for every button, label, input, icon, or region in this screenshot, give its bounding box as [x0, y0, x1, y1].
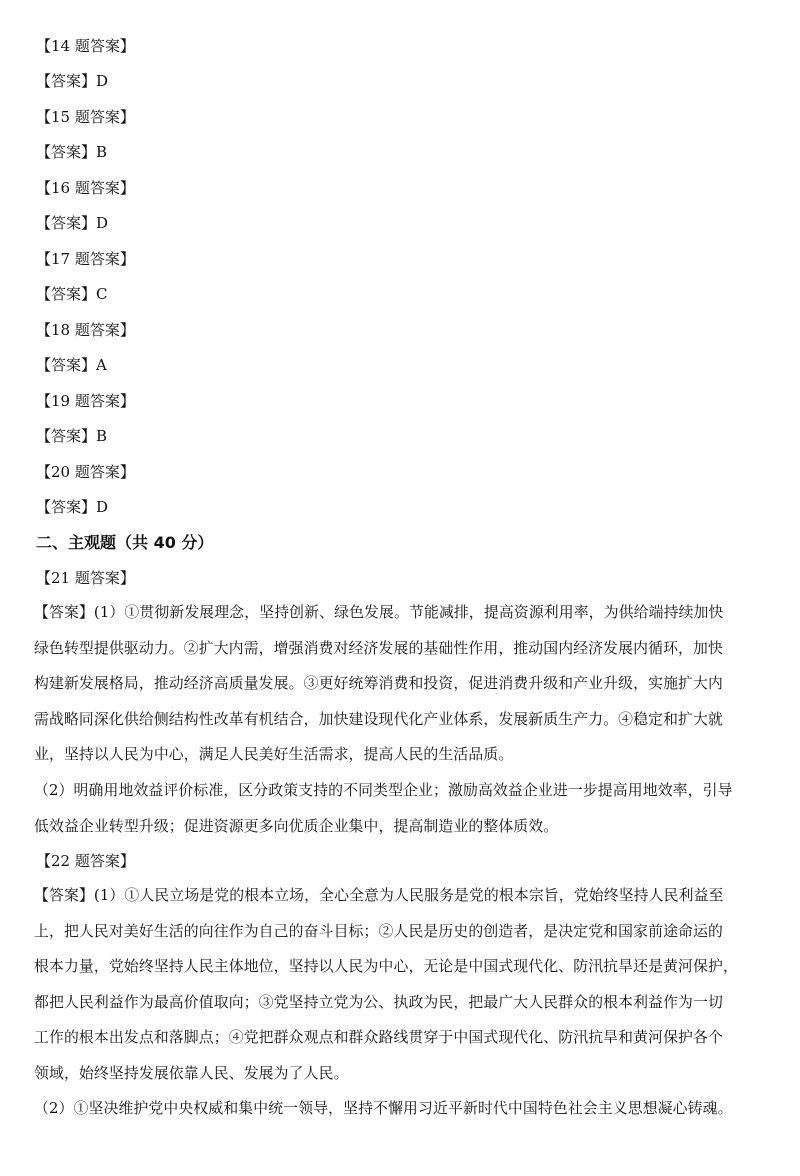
question-20-answer: 【答案】D	[36, 498, 109, 516]
question-18-answer: 【答案】A	[36, 356, 107, 374]
text-line: 上，把人民对美好生活的向往作为自己的奋斗目标；②人民是历史的创造者，是决定党和国家前途命运的	[34, 922, 723, 940]
question-18-label: 【18 题答案】	[36, 321, 135, 339]
text-line: 都把人民利益作为最高价值取向；③党坚持立党为公、执政为民，把最广大人民群众的根本利益作为一切	[34, 993, 723, 1011]
text-line: 业，坚持以人民为中心，满足人民美好生活需求，提高人民的生活品质。	[34, 746, 514, 763]
section-heading: 二、主观题（共 40 分）	[36, 533, 214, 552]
question-16-label: 【16 题答案】	[36, 179, 135, 197]
question-17-answer: 【答案】C	[36, 285, 108, 303]
text-line: 构建新发展格局，推动经济高质量发展。③更好统筹消费和投资，促进消费升级和产业升级，实施扩大内	[34, 675, 723, 692]
question-19-answer: 【答案】B	[36, 427, 108, 445]
question-21-answer-part2	[34, 773, 774, 844]
question-22-answer-part1	[34, 878, 774, 1091]
question-21-answer-part1	[34, 595, 774, 773]
question-21-label: 【21 题答案】	[36, 569, 135, 587]
text-line: （2）明确用地效益评价标准，区分政策支持的不同类型企业；激励高效益企业进一步提高用地效率，引导	[34, 782, 733, 799]
question-22-answer-part2	[34, 1091, 774, 1127]
question-16-answer: 【答案】D	[36, 214, 109, 232]
text-line: 需战略同深化供给侧结构性改革有机结合，加快建设现代化产业体系，发展新质生产力。④稳定和扩大就	[34, 710, 723, 728]
question-15-answer: 【答案】B	[36, 143, 108, 161]
question-17-label: 【17 题答案】	[36, 250, 135, 268]
text-line: 根本力量，党始终坚持人民主体地位，坚持以人民为中心，无论是中国式现代化、防汛抗旱还是黄河保护，	[34, 958, 738, 975]
text-line: 工作的根本出发点和落脚点；④党把群众观点和群众路线贯穿于中国式现代化、防汛抗旱和黄河保护各个	[34, 1029, 723, 1046]
question-15-label: 【15 题答案】	[36, 108, 135, 126]
text-line: 【答案】(1）①人民立场是党的根本立场，全心全意为人民服务是党的根本宗旨，党始终坚持人民利益至	[34, 887, 724, 904]
text-line: 低效益企业转型升级；促进资源更多向优质企业集中，提高制造业的整体质效。	[34, 817, 559, 835]
text-line: 领域，始终坚持发展依靠人民、发展为了人民。	[34, 1064, 349, 1082]
question-19-label: 【19 题答案】	[36, 392, 135, 410]
question-20-label: 【20 题答案】	[36, 463, 135, 481]
text-line: 【答案】(1）①贯彻新发展理念，坚持创新、绿色发展。节能减排，提高资源利用率，为供给端持续加快	[34, 604, 724, 621]
text-line: （2）①坚决维护党中央权威和集中统一领导，坚持不懈用习近平新时代中国特色社会主义思想凝心铸魂。	[34, 1100, 733, 1117]
question-14-label: 【14 题答案】	[36, 37, 135, 55]
question-22-label: 【22 题答案】	[36, 852, 135, 870]
question-14-answer: 【答案】D	[36, 72, 109, 90]
text-line: 绿色转型提供驱动力。②扩大内需，增强消费对经济发展的基础性作用，推动国内经济发展内循环，加快	[34, 639, 723, 657]
